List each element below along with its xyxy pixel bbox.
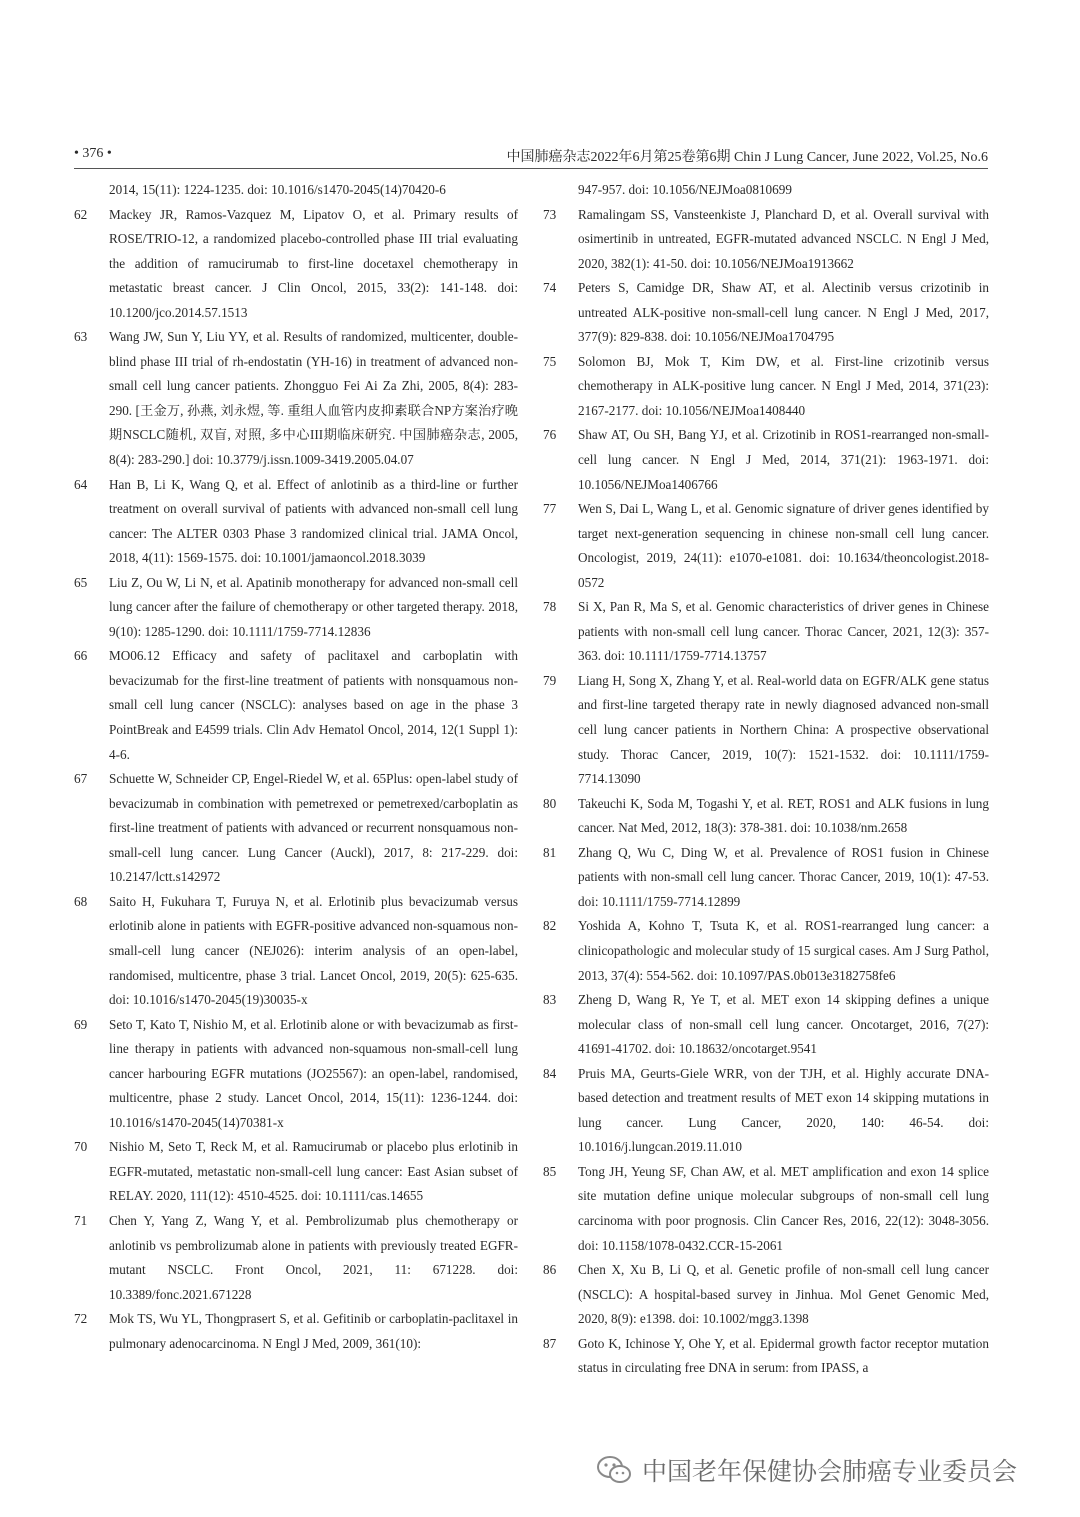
reference-number: 70 bbox=[74, 1139, 88, 1155]
reference-number: 82 bbox=[543, 918, 557, 934]
reference-item bbox=[74, 473, 518, 571]
reference-number: 79 bbox=[543, 672, 557, 688]
reference-item bbox=[74, 571, 518, 645]
reference-number: 77 bbox=[543, 501, 557, 517]
reference-text: Han B, Li K, Wang Q, et al. Effect of anlotinib as a third-line or further treatment on overall survival of patients with advanced non-small cell lung cancer: The ALTER 0303 Phase 3 randomized clinical trial. JAMA Oncol, 2018, 4(11): 1569-1575. doi: 10.1001/jamaoncol.2018.3039 bbox=[109, 476, 518, 566]
reference-item bbox=[543, 1332, 989, 1381]
reference-item bbox=[74, 890, 518, 1013]
reference-number: 67 bbox=[74, 771, 88, 787]
reference-text: Zhang Q, Wu C, Ding W, et al. Prevalence of ROS1 fusion in Chinese patients with non-small cell lung cancer. Thorac Cancer, 2019, 10(1): 47-53. doi: 10.1111/1759-7714.12899 bbox=[578, 844, 989, 909]
reference-number: 80 bbox=[543, 795, 557, 811]
reference-item bbox=[543, 595, 989, 669]
reference-text: Chen X, Xu B, Li Q, et al. Genetic profile of non-small cell lung cancer (NSCLC): A hospital-based survey in Jinhua. Mol Genet Genomic Med, 2020, 8(9): e1398. doi: 10.1002/mgg3.1398 bbox=[578, 1262, 989, 1327]
reference-text: Ramalingam SS, Vansteenkiste J, Planchard D, et al. Overall survival with osimertinib in untreated, EGFR-mutated advanced NSCLC. N Engl J Med, 2020, 382(1): 41-50. doi: 10.1056/NEJMoa1913662 bbox=[578, 206, 989, 271]
watermark-text: 中国老年保健协会肺癌专业委员会 bbox=[642, 1457, 1018, 1486]
reference-number: 78 bbox=[543, 599, 557, 615]
reference-item bbox=[543, 792, 989, 841]
reference-number: 76 bbox=[543, 427, 557, 443]
reference-number: 74 bbox=[543, 280, 557, 296]
reference-text: Mackey JR, Ramos-Vazquez M, Lipatov O, et al. Primary results of ROSE/TRIO-12, a randomized placebo-controlled phase III trial evaluating the addition of ramucirumab to first-line docetaxel chemotherapy in metastatic breast cancer. J Clin Oncol, 2015, 33(2): 141-148. doi: 10.1200/jco.2014.57.1513 bbox=[109, 206, 518, 320]
reference-item bbox=[543, 203, 989, 277]
reference-item bbox=[543, 497, 989, 595]
reference-item bbox=[543, 669, 989, 792]
reference-text: Nishio M, Seto T, Reck M, et al. Ramucirumab or placebo plus erlotinib in EGFR-mutated, metastatic non-small-cell lung cancer: East Asian subset of RELAY. 2020, 111(12): 4510-4525. doi: 10.1111/cas.14655 bbox=[109, 1139, 518, 1204]
reference-number: 87 bbox=[543, 1335, 557, 1351]
reference-text: Goto K, Ichinose Y, Ohe Y, et al. Epidermal growth factor receptor mutation status in circulating free DNA in serum: from IPASS, a bbox=[578, 1335, 989, 1376]
reference-item bbox=[74, 1135, 518, 1209]
reference-text: Liang H, Song X, Zhang Y, et al. Real-world data on EGFR/ALK gene status and first-line targeted therapy rate in newly diagnosed advanced non-small cell lung cancer patients in Northern China: A prospective observational study. Thorac Cancer, 2019, 10(7): 1521-1532. doi: 10.1111/1759-7714.13090 bbox=[578, 672, 989, 787]
reference-item bbox=[74, 203, 518, 326]
wechat-watermark bbox=[596, 1452, 1017, 1488]
reference-text: Pruis MA, Geurts-Giele WRR, von der TJH, et al. Highly accurate DNA-based detection and treatment results of MET exon 14 skipping mutations in lung cancer. Lung Cancer, 2020, 140: 46-54. doi: 10.1016/j.lungcan.2019.11.010 bbox=[578, 1065, 989, 1155]
reference-item bbox=[543, 276, 989, 350]
reference-text: Schuette W, Schneider CP, Engel-Riedel W, et al. 65Plus: open-label study of bevacizumab in combination with pemetrexed or pemetrexed/carboplatin as first-line treatment of patients with advanced or recurrent nonsquamous non-small-cell lung cancer. Lung Cancer (Auckl), 2017, 8: 217-229. doi: 10.2147/lctt.s142972 bbox=[109, 771, 518, 885]
reference-text: Liu Z, Ou W, Li N, et al. Apatinib monotherapy for advanced non-small cell lung cancer after the failure of chemotherapy or other targeted therapy. 2018, 9(10): 1285-1290. doi: 10.1111/1759-7714.12836 bbox=[109, 574, 518, 639]
reference-number: 75 bbox=[543, 353, 557, 369]
page-header bbox=[74, 146, 988, 169]
reference-text: Solomon BJ, Mok T, Kim DW, et al. First-line crizotinib versus chemotherapy in ALK-positive lung cancer. N Engl J Med, 2014, 371(23): 2167-2177. doi: 10.1056/NEJMoa1408440 bbox=[578, 353, 989, 418]
reference-text: Zheng D, Wang R, Ye T, et al. MET exon 14 skipping defines a unique molecular class of non-small cell lung cancer. Oncotarget, 2016, 7(27): 41691-41702. doi: 10.18632/oncotarget.9541 bbox=[578, 992, 989, 1057]
reference-text: Shaw AT, Ou SH, Bang YJ, et al. Crizotinib in ROS1-rearranged non-small-cell lung cancer. N Engl J Med, 2014, 371(21): 1963-1971. doi: 10.1056/NEJMoa1406766 bbox=[578, 427, 989, 492]
reference-item bbox=[74, 767, 518, 890]
reference-text: Wang JW, Sun Y, Liu YY, et al. Results of randomized, multicenter, double-blind phase III trial of rh-endostatin (YH-16) in treatment of advanced non-small cell lung cancer patients. Zhongguo Fei Ai Za Zhi, 2005, 8(4): 283-290. [王金万, 孙燕, 刘永煜, 等. 重组人血管内皮抑素联合NP方案治疗晚期NSCLC随机, 双盲, 对照, 多中心III期临床研究. 中国肺癌杂志, 2005, 8(4): 283-290.] doi: 10.3779/j.issn.1009-3419.2005.04.07 bbox=[109, 329, 518, 468]
wechat-icon bbox=[596, 1455, 632, 1485]
reference-item bbox=[543, 988, 989, 1062]
reference-text: Chen Y, Yang Z, Wang Y, et al. Pembrolizumab plus chemotherapy or anlotinib vs pembrolizumab alone in patients with previously treated EGFR-mutant NSCLC. Front Oncol, 2021, 11: 671228. doi: 10.3389/fonc.2021.671228 bbox=[109, 1212, 518, 1302]
reference-item bbox=[74, 1209, 518, 1307]
reference-continuation: 947-957. doi: 10.1056/NEJMoa0810699 bbox=[578, 182, 792, 197]
reference-number: 66 bbox=[74, 648, 88, 664]
reference-number: 68 bbox=[74, 893, 88, 909]
reference-number: 71 bbox=[74, 1212, 88, 1228]
reference-number: 83 bbox=[543, 992, 557, 1008]
reference-text: Si X, Pan R, Ma S, et al. Genomic characteristics of driver genes in Chinese patients with non-small cell lung cancer. Thorac Cancer, 2021, 12(3): 357-363. doi: 10.1111/1759-7714.13757 bbox=[578, 599, 989, 664]
reference-text: Seto T, Kato T, Nishio M, et al. Erlotinib alone or with bevacizumab as first-line therapy in patients with advanced non-squamous non-small-cell lung cancer harbouring EGFR mutations (JO25567): an open-label, randomised, multicentre, phase 2 study. Lancet Oncol, 2014, 15(11): 1236-1244. doi: 10.1016/s1470-2045(14)70381-x bbox=[109, 1016, 518, 1130]
reference-item bbox=[543, 1062, 989, 1160]
reference-item bbox=[543, 1160, 989, 1258]
reference-text: Takeuchi K, Soda M, Togashi Y, et al. RET, ROS1 and ALK fusions in lung cancer. Nat Med, 2012, 18(3): 378-381. doi: 10.1038/nm.2658 bbox=[578, 795, 989, 836]
reference-number: 65 bbox=[74, 574, 88, 590]
reference-number: 63 bbox=[74, 329, 88, 345]
reference-item bbox=[543, 423, 989, 497]
reference-number: 69 bbox=[74, 1016, 88, 1032]
reference-text: Peters S, Camidge DR, Shaw AT, et al. Alectinib versus crizotinib in untreated ALK-positive non-small-cell lung cancer. N Engl J Med, 2017, 377(9): 829-838. doi: 10.1056/NEJMoa1704795 bbox=[578, 280, 989, 345]
reference-item bbox=[74, 1307, 518, 1356]
reference-item bbox=[74, 644, 518, 767]
reference-text: Wen S, Dai L, Wang L, et al. Genomic signature of driver genes identified by target next-generation sequencing in chinese non-small cell lung cancer. Oncologist, 2019, 24(11): e1070-e1081. doi: 10.1634/theoncologist.2018-0572 bbox=[578, 501, 989, 590]
reference-number: 72 bbox=[74, 1311, 88, 1327]
reference-text: Mok TS, Wu YL, Thongprasert S, et al. Gefitinib or carboplatin-paclitaxel in pulmonary adenocarcinoma. N Engl J Med, 2009, 361(10): bbox=[109, 1311, 518, 1351]
reference-column-left bbox=[74, 178, 518, 1356]
reference-column-right bbox=[543, 178, 989, 1381]
reference-number: 84 bbox=[543, 1065, 557, 1081]
reference-number: 62 bbox=[74, 206, 88, 222]
reference-item bbox=[543, 350, 989, 424]
reference-text: Tong JH, Yeung SF, Chan AW, et al. MET amplification and exon 14 splice site mutation define unique molecular subgroups of non-small cell lung carcinoma with poor prognosis. Clin Cancer Res, 2016, 22(12): 3048-3056. doi: 10.1158/1078-0432.CCR-15-2061 bbox=[578, 1163, 989, 1253]
reference-continuation: 2014, 15(11): 1224-1235. doi: 10.1016/s1470-2045(14)70420-6 bbox=[109, 182, 446, 197]
reference-item bbox=[543, 1258, 989, 1332]
journal-citation: 中国肺癌杂志2022年6月第25卷第6期 Chin J Lung Cancer, June 2022, Vol.25, No.6 bbox=[506, 150, 988, 165]
reference-item bbox=[74, 1013, 518, 1136]
reference-text: Saito H, Fukuhara T, Furuya N, et al. Erlotinib plus bevacizumab versus erlotinib alone in patients with EGFR-positive advanced non-squamous non-small-cell lung cancer (NEJ026): interim analysis of an open-label, randomised, multicentre, phase 3 trial. Lancet Oncol, 2019, 20(5): 625-635. doi: 10.1016/s1470-2045(19)30035-x bbox=[109, 893, 518, 1008]
reference-number: 85 bbox=[543, 1163, 557, 1179]
reference-text: Yoshida A, Kohno T, Tsuta K, et al. ROS1-rearranged lung cancer: a clinicopathologic and molecular study of 15 surgical cases. Am J Surg Pathol, 2013, 37(4): 554-562. doi: 10.1097/PAS.0b013e3182758fe6 bbox=[578, 918, 989, 983]
reference-number: 64 bbox=[74, 476, 88, 492]
reference-number: 73 bbox=[543, 206, 557, 222]
reference-item bbox=[543, 841, 989, 915]
page-number: • 376 • bbox=[74, 146, 112, 161]
reference-number: 81 bbox=[543, 844, 557, 860]
reference-item bbox=[74, 325, 518, 472]
reference-item bbox=[543, 914, 989, 988]
reference-text: MO06.12 Efficacy and safety of paclitaxel and carboplatin with bevacizumab for the first-line treatment of patients with nonsquamous non-small cell lung cancer (NSCLC): analyses based on age in the phase 3 PointBreak and E4599 trials. Clin Adv Hematol Oncol, 2014, 12(1 Suppl 1): 4-6. bbox=[109, 648, 518, 762]
reference-number: 86 bbox=[543, 1262, 557, 1278]
